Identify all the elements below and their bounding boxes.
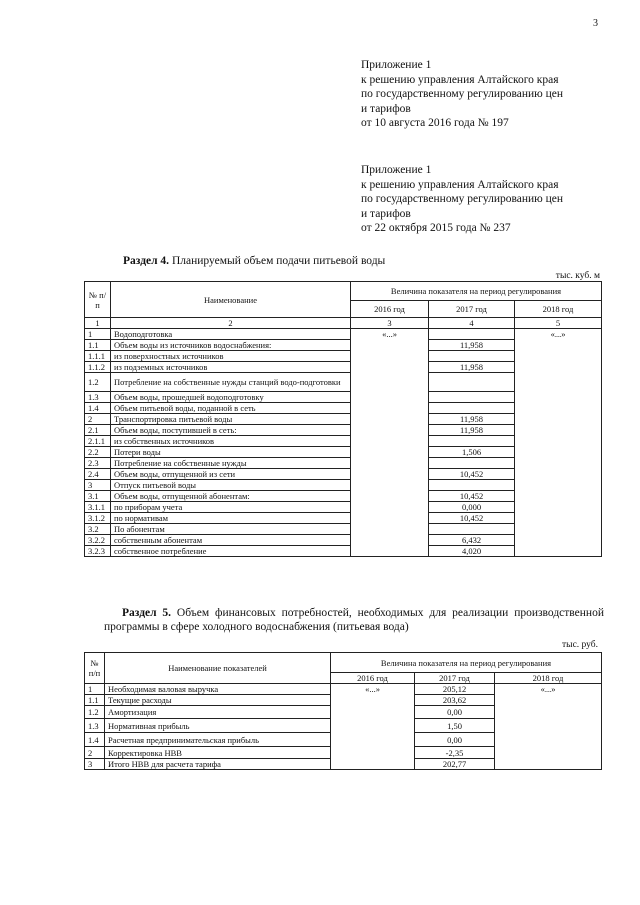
header-2016: 2016 год: [331, 673, 415, 684]
row-name: Объем воды, отпущенной из сети: [111, 469, 351, 480]
row-name: Корректировка НВВ: [105, 747, 331, 759]
financial-needs-rows: [85, 684, 602, 770]
value-2017: 0,00: [415, 706, 495, 719]
row-number: 1.1: [85, 340, 111, 351]
value-2017: 202,77: [415, 759, 495, 770]
row-number: 3: [85, 480, 111, 491]
row-name: Водоподготовка: [111, 329, 351, 340]
value-2018-placeholder: «...»: [495, 684, 602, 770]
row-name: Транспортировка питьевой воды: [111, 414, 351, 425]
row-number: 1: [85, 329, 111, 340]
value-2017: 11,958: [429, 362, 515, 373]
header-period: Величина показателя на период регулирования: [351, 282, 602, 301]
row-number: 3.1: [85, 491, 111, 502]
row-number: 1.1.1: [85, 351, 111, 362]
row-name: Текущие расходы: [105, 695, 331, 706]
row-number: 2.2: [85, 447, 111, 458]
header-2017: 2017 год: [415, 673, 495, 684]
section5-title: [104, 606, 604, 634]
appendix-line: Приложение 1: [361, 164, 432, 176]
value-2017: [429, 329, 515, 340]
header-2018: 2018 год: [495, 673, 602, 684]
value-2017: 11,958: [429, 425, 515, 436]
row-number: 3.1.1: [85, 502, 111, 513]
section4-title: [123, 254, 385, 268]
value-2017: 10,452: [429, 469, 515, 480]
appendix-line: и тарифов: [361, 207, 411, 220]
row-number: 2: [85, 414, 111, 425]
value-2017: 205,12: [415, 684, 495, 695]
value-2017: 11,958: [429, 414, 515, 425]
value-2017: 10,452: [429, 513, 515, 524]
appendix-line: к решению управления Алтайского края: [361, 178, 559, 191]
section4-units: тыс. куб. м: [555, 271, 600, 281]
value-2017: 10,452: [429, 491, 515, 502]
value-2017: 11,958: [429, 340, 515, 351]
appendix-line: Приложение 1: [361, 59, 432, 71]
value-2017: 0,00: [415, 733, 495, 747]
row-number: 1.4: [85, 733, 105, 747]
row-name: Нормативная прибыль: [105, 719, 331, 733]
row-name: Потребление на собственные нужды станций водо-подготовки: [111, 373, 351, 392]
financial-needs-table: [84, 652, 602, 770]
header-2016: 2016 год: [351, 301, 429, 318]
index-cell: 4: [429, 318, 515, 329]
index-cell: 5: [515, 318, 602, 329]
row-number: 1.1: [85, 695, 105, 706]
header-2018: 2018 год: [515, 301, 602, 318]
water-volume-table: [84, 281, 602, 557]
water-volume-rows: [85, 329, 602, 557]
row-name: Объем воды, поступившей в сеть:: [111, 425, 351, 436]
value-2017: 1,50: [415, 719, 495, 733]
row-name: Необходимая валовая выручка: [105, 684, 331, 695]
header-period: Величина показателя на период регулирования: [331, 653, 602, 673]
row-number: 2.3: [85, 458, 111, 469]
section5-title-text: Объем финансовых потребностей, необходимых для реализации производственной программы в сфере холодного водоснабжения (питьевая вода): [104, 607, 604, 633]
row-number: 3: [85, 759, 105, 770]
row-name: Объем воды из источников водоснабжения:: [111, 340, 351, 351]
row-number: 2.4: [85, 469, 111, 480]
value-2017: 1,506: [429, 447, 515, 458]
appendix-line: от 10 августа 2016 года № 197: [361, 117, 509, 129]
row-name: из подземных источников: [111, 362, 351, 373]
value-2017: 203,62: [415, 695, 495, 706]
row-name: собственным абонентам: [111, 535, 351, 546]
value-2017: [429, 351, 515, 362]
page-number: 3: [593, 18, 598, 29]
row-number: 3.1.2: [85, 513, 111, 524]
row-number: 2.1: [85, 425, 111, 436]
index-cell: 1: [85, 318, 111, 329]
value-2017: 0,000: [429, 502, 515, 513]
value-2016-placeholder: «...»: [331, 684, 415, 770]
header-name: Наименование показателей: [105, 653, 331, 684]
section5-units: тыс. руб.: [562, 640, 598, 650]
row-number: 1.2: [85, 706, 105, 719]
row-name: Потребление на собственные нужды: [111, 458, 351, 469]
header-num: № п/п: [85, 653, 105, 684]
section5-title-number: Раздел 5.: [122, 607, 172, 619]
value-2017: 6,432: [429, 535, 515, 546]
value-2017: 4,020: [429, 546, 515, 557]
row-number: 1.3: [85, 719, 105, 733]
row-number: 1.4: [85, 403, 111, 414]
row-number: 1.1.2: [85, 362, 111, 373]
row-name: Объем питьевой воды, поданной в сеть: [111, 403, 351, 414]
row-number: 3.2: [85, 524, 111, 535]
row-name: по приборам учета: [111, 502, 351, 513]
table-row: [85, 329, 602, 340]
row-name: собственное потребление: [111, 546, 351, 557]
index-cell: 3: [351, 318, 429, 329]
appendix-line: к решению управления Алтайского края: [361, 73, 559, 86]
table-row: [85, 684, 602, 695]
value-2017: [429, 403, 515, 414]
value-2017: [429, 458, 515, 469]
row-number: 1.2: [85, 373, 111, 392]
appendix-line: от 22 октября 2015 года № 237: [361, 222, 511, 234]
row-name: Расчетная предпринимательская прибыль: [105, 733, 331, 747]
value-2016-placeholder: «...»: [351, 329, 429, 557]
value-2017: [429, 373, 515, 392]
value-2017: [429, 524, 515, 535]
row-name: из поверхностных источников: [111, 351, 351, 362]
value-2017: [429, 392, 515, 403]
row-name: Итого НВВ для расчета тарифа: [105, 759, 331, 770]
header-name: Наименование: [111, 282, 351, 318]
index-cell: 2: [111, 318, 351, 329]
appendix-line: и тарифов: [361, 102, 411, 115]
row-number: 2: [85, 747, 105, 759]
value-2018-placeholder: «...»: [515, 329, 602, 557]
row-name: По абонентам: [111, 524, 351, 535]
appendix-note-original: [361, 163, 563, 236]
value-2017: [429, 436, 515, 447]
header-2017: 2017 год: [429, 301, 515, 318]
row-number: 3.2.3: [85, 546, 111, 557]
row-number: 2.1.1: [85, 436, 111, 447]
row-name: Амортизация: [105, 706, 331, 719]
row-name: по нормативам: [111, 513, 351, 524]
row-name: Объем воды, прошедшей водоподготовку: [111, 392, 351, 403]
header-num: № п/п: [85, 282, 111, 318]
row-name: Объем воды, отпущенной абонентам:: [111, 491, 351, 502]
section4-title-number: Раздел 4.: [123, 255, 170, 267]
row-name: Потери воды: [111, 447, 351, 458]
row-number: 3.2.2: [85, 535, 111, 546]
row-number: 1.3: [85, 392, 111, 403]
row-name: из собственных источников: [111, 436, 351, 447]
row-name: Отпуск питьевой воды: [111, 480, 351, 491]
value-2017: [429, 480, 515, 491]
section4-title-text: Планируемый объем подачи питьевой воды: [169, 255, 386, 267]
appendix-line: по государственному регулированию цен: [361, 193, 564, 205]
appendix-note-current: [361, 58, 563, 131]
appendix-line: по государственному регулированию цен: [361, 88, 564, 100]
row-number: 1: [85, 684, 105, 695]
value-2017: -2,35: [415, 747, 495, 759]
